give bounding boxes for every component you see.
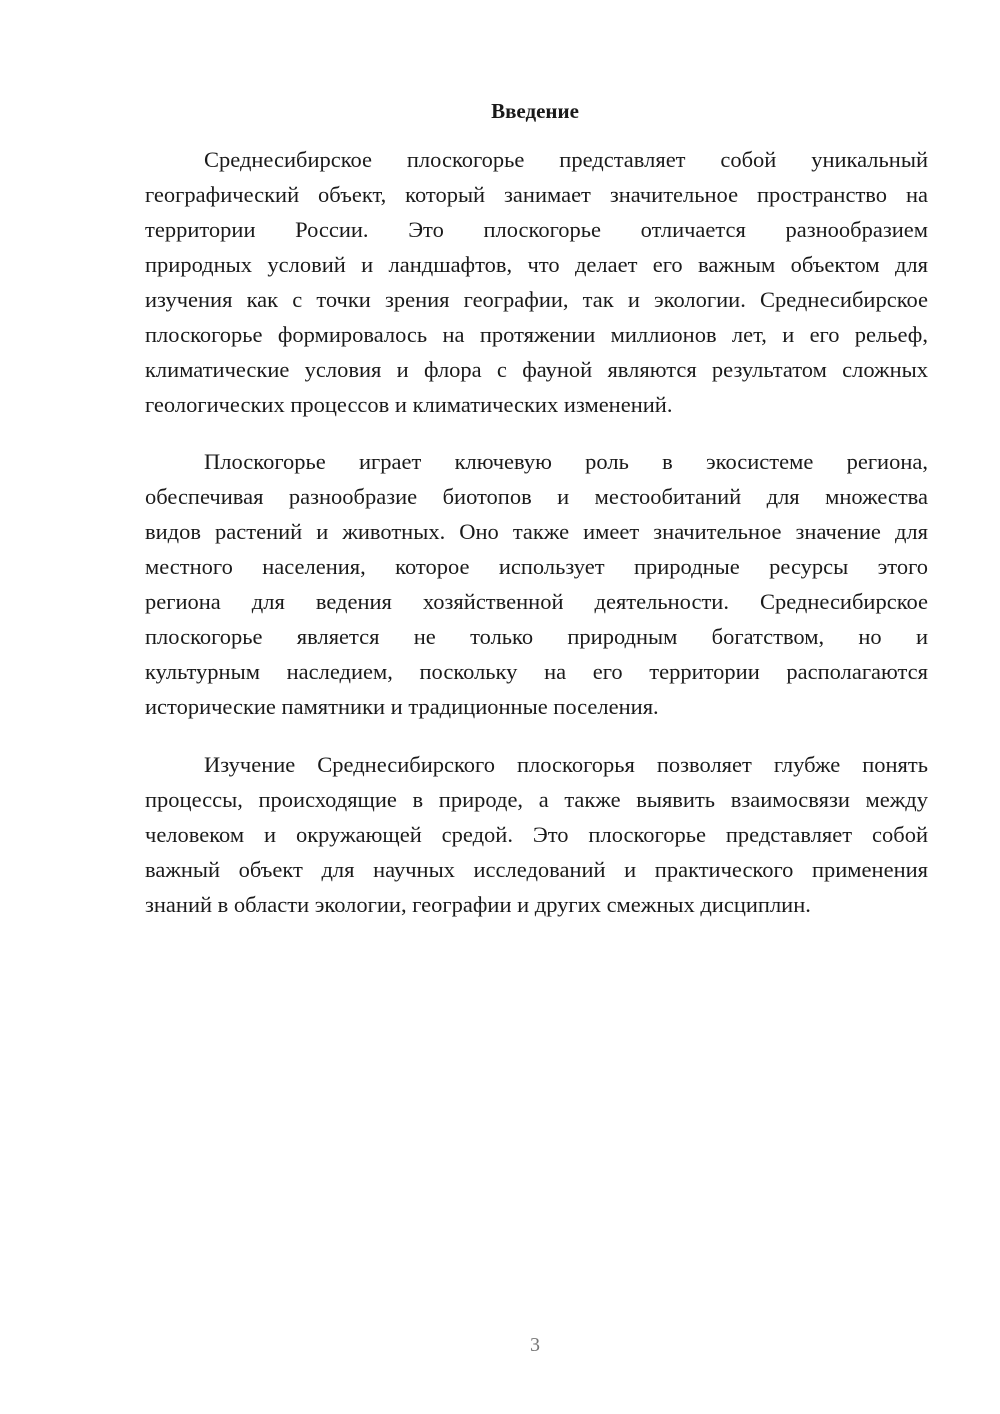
text-line: исторические памятники и традиционные поселения. (145, 694, 659, 719)
text-line: геологических процессов и климатических изменений. (145, 392, 673, 417)
text-line: Среднесибирское плоскогорье представляет собой уникальный (204, 147, 928, 172)
text-line: изучения как с точки зрения географии, так и экологии. Среднесибирское (145, 287, 928, 312)
text-line: Изучение Среднесибирского плоскогорья позволяет глубже понять (204, 752, 928, 777)
paragraph-1 (145, 142, 928, 422)
paragraph-3 (145, 747, 928, 922)
text-line: видов растений и животных. Оно также имеет значительное значение для (145, 519, 928, 544)
text-line: географический объект, который занимает значительное пространство на (145, 182, 928, 207)
text-line: Плоскогорье играет ключевую роль в экосистеме региона, (204, 449, 928, 474)
text-line: плоскогорье формировалось на протяжении миллионов лет, и его рельеф, (145, 322, 928, 347)
text-line: региона для ведения хозяйственной деятельности. Среднесибирское (145, 589, 928, 614)
section-heading: Введение (491, 99, 579, 123)
text-line: плоскогорье является не только природным богатством, но и (145, 624, 928, 649)
text-line: знаний в области экологии, географии и других смежных дисциплин. (145, 892, 811, 917)
text-line: важный объект для научных исследований и практического применения (145, 857, 928, 882)
text-line: климатические условия и флора с фауной являются результатом сложных (145, 357, 928, 382)
text-line: культурным наследием, поскольку на его территории располагаются (145, 659, 928, 684)
text-line: территории России. Это плоскогорье отличается разнообразием (145, 217, 928, 242)
text-line: местного населения, которое использует природные ресурсы этого (145, 554, 928, 579)
text-line: природных условий и ландшафтов, что делает его важным объектом для (145, 252, 928, 277)
text-line: обеспечивая разнообразие биотопов и местообитаний для множества (145, 484, 928, 509)
text-line: процессы, происходящие в природе, а также выявить взаимосвязи между (145, 787, 928, 812)
page-number: 3 (530, 1334, 540, 1356)
paragraph-2 (145, 444, 928, 724)
text-line: человеком и окружающей средой. Это плоскогорье представляет собой (145, 822, 928, 847)
